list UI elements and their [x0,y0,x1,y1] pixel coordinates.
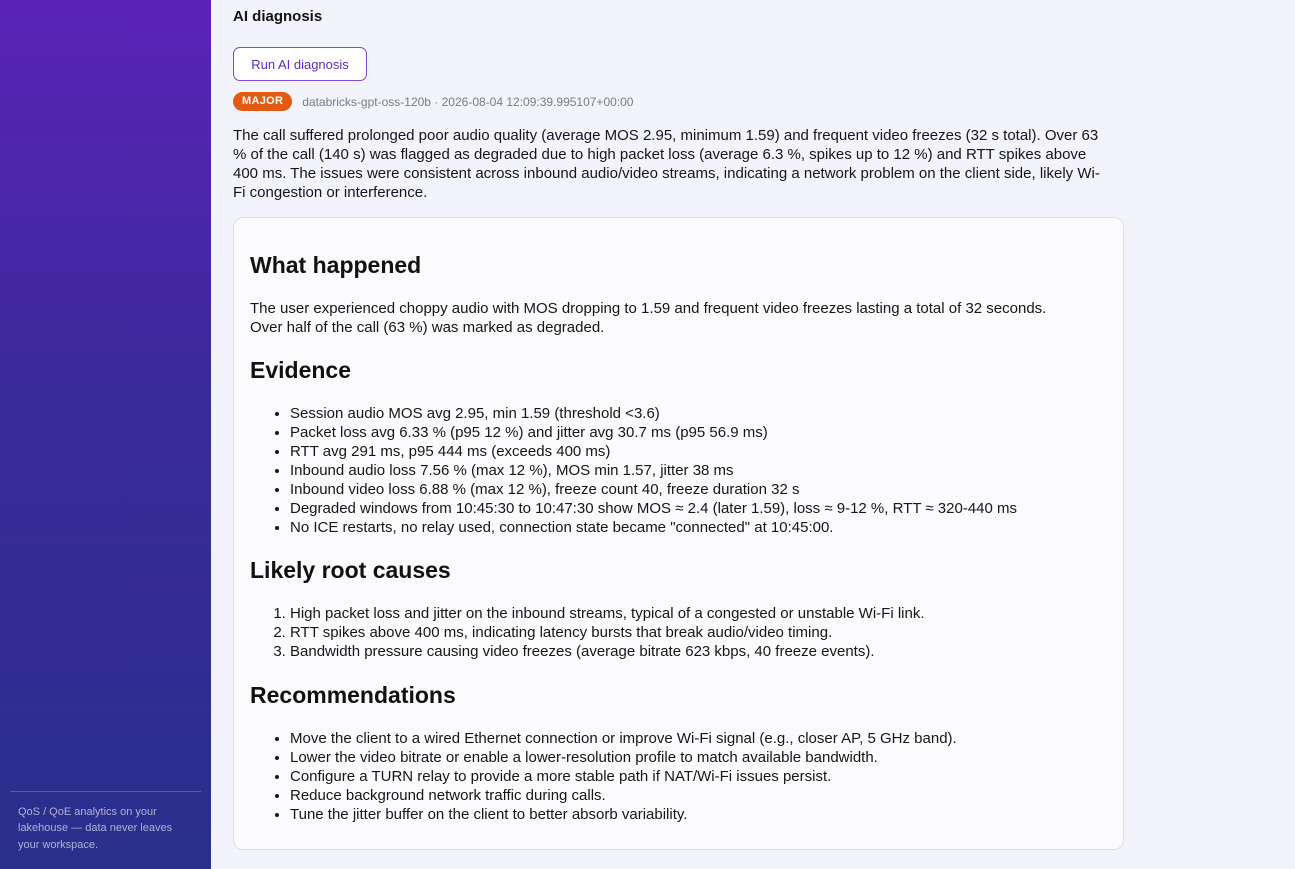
model-timestamp-text: databricks-gpt-oss-120b · 2026-08-04 12:09:39.995107+00:00 [302,94,634,109]
diagnosis-meta-row [233,92,633,111]
root-cause-item: 1. High packet loss and jitter on the inbound streams, typical of a congested or unstable Wi-Fi link. [290,604,925,623]
evidence-item: • No ICE restarts, no relay used, connection state became "connected" at 10:45:00. [290,518,1017,537]
diagnosis-summary: The call suffered prolonged poor audio quality (average MOS 2.95, minimum 1.59) and frequent video freezes (32 s total). Over 63 % of the call (140 s) was flagged as degraded due to high packet loss (average 6.3 %, spikes up to 12 %) and RTT spikes above 400 ms. The issues were consistent across inbound audio/video streams, indicating a network problem on the client side, likely Wi-Fi congestion or interference. [233,127,1100,201]
root-cause-item: 2. RTT spikes above 400 ms, indicating latency bursts that break audio/video timing. [290,623,925,642]
section-title: AI diagnosis [233,8,323,25]
run-ai-diagnosis-button[interactable]: Run AI diagnosis [233,47,367,81]
main-content [211,0,1295,869]
recommendation-item: • Tune the jitter buffer on the client to better absorb variability. [290,805,957,824]
recommendation-item: • Configure a TURN relay to provide a more stable path if NAT/Wi-Fi issues persist. [290,767,957,786]
what-happened-heading: What happened [250,252,422,278]
what-happened-text: The user experienced choppy audio with MOS dropping to 1.59 and frequent video freezes lasting a total of 32 seconds. Over half of the call (63 %) was marked as degraded. [250,300,1047,336]
evidence-item: • Session audio MOS avg 2.95, min 1.59 (threshold <3.6) [290,404,1017,423]
root-cause-item: 3. Bandwidth pressure causing video freezes (average bitrate 623 kbps, 40 freeze events). [290,642,925,661]
severity-badge: MAJOR [233,92,292,111]
evidence-list [250,404,1017,537]
sidebar-footer-text: QoS / QoE analytics on your lakehouse — data never leaves your workspace. [10,791,201,869]
recommendations-list [250,729,957,824]
evidence-item: • Degraded windows from 10:45:30 to 10:47:30 show MOS ≈ 2.4 (later 1.59), loss ≈ 9-12 %, RTT ≈ 320-440 ms [290,499,1017,518]
recommendation-item: • Lower the video bitrate or enable a lower-resolution profile to match available bandwidth. [290,748,957,767]
recommendation-item: • Reduce background network traffic during calls. [290,786,957,805]
evidence-item: • RTT avg 291 ms, p95 444 ms (exceeds 400 ms) [290,442,1017,461]
report-card [233,217,1124,850]
sidebar [0,0,211,869]
evidence-heading: Evidence [250,357,351,383]
root-causes-list [250,604,925,661]
evidence-item: • Inbound video loss 6.88 % (max 12 %), freeze count 40, freeze duration 32 s [290,480,1017,499]
root-causes-heading: Likely root causes [250,557,451,583]
evidence-item: • Inbound audio loss 7.56 % (max 12 %), MOS min 1.57, jitter 38 ms [290,461,1017,480]
recommendations-heading: Recommendations [250,682,456,708]
recommendation-item: • Move the client to a wired Ethernet connection or improve Wi-Fi signal (e.g., closer AP, 5 GHz band). [290,729,957,748]
evidence-item: • Packet loss avg 6.33 % (p95 12 %) and jitter avg 30.7 ms (p95 56.9 ms) [290,423,1017,442]
